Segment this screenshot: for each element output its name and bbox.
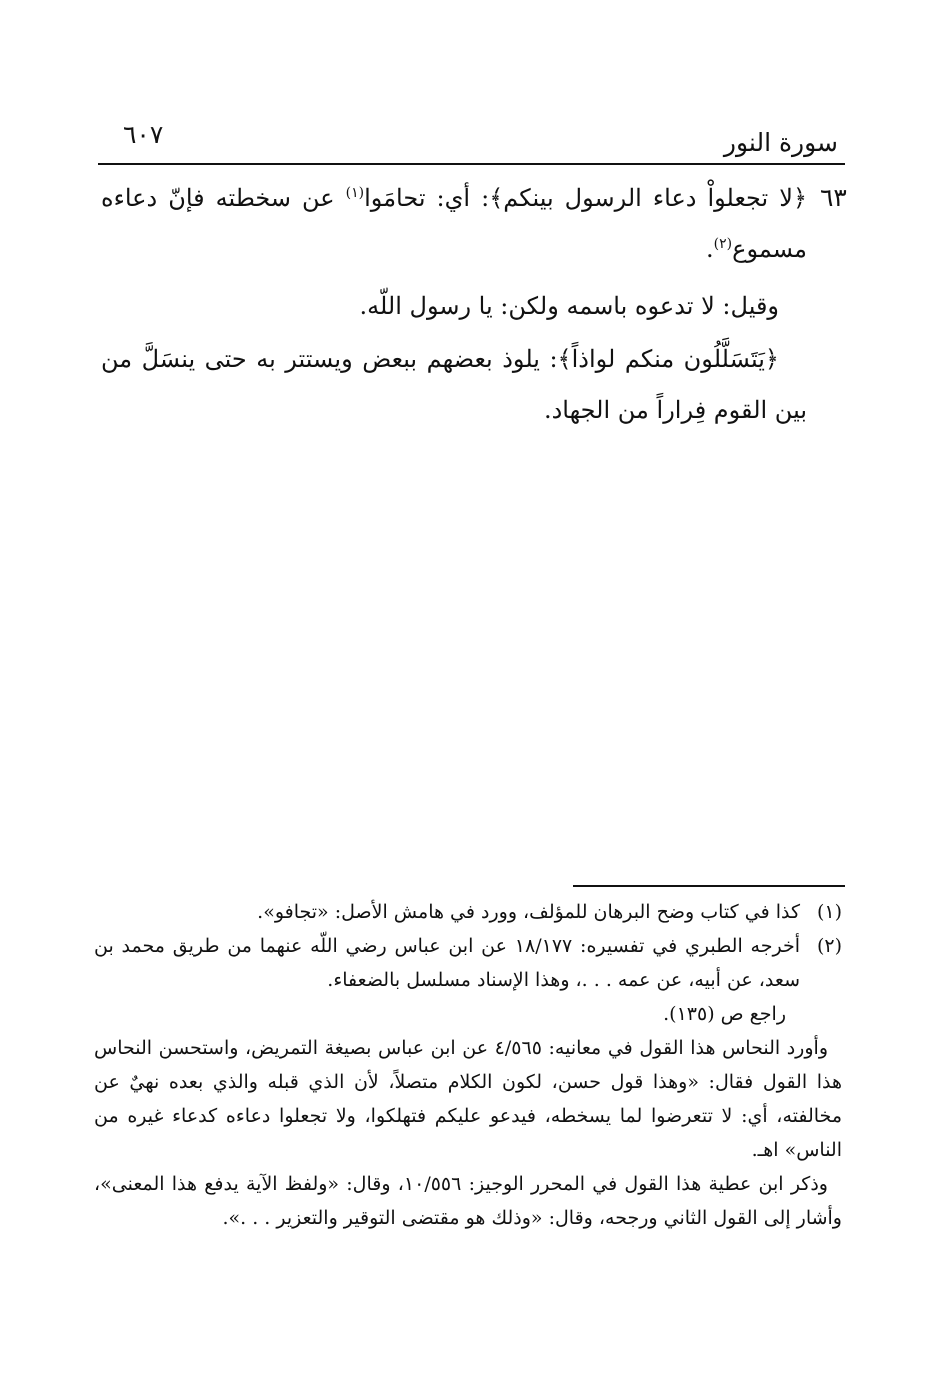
paragraph-1-part2: عن سخطته فإنّ دعاءه مسموع [101,184,807,263]
footnote-ref-2: (٢) [713,236,733,252]
main-text [101,173,807,436]
footnote-2-text: أخرجه الطبري في تفسيره: ١٨/١٧٧ عن ابن عباس رضي اللّه عنهما من طريق محمد بن سعد، عن أبيه، عن عمه . . .، وهذا الإسناد مسلسل بالضعفاء. [94,935,800,991]
surah-title: سورة النور [723,128,838,157]
paragraph-2: وقيل: لا تدعوه باسمه ولكن: يا رسول اللّه. [359,292,779,320]
paragraph-1-end: . [706,235,714,263]
paragraph-1-part1: ﴿لا تجعلواْ دعاء الرسول بينكم﴾: أي: تحامَوا [364,184,808,212]
paragraph-3: ﴿يَتَسَلَّلُون منكم لواذاً﴾: يلوذ بعضهم ببعض ويستتر به حتى ينسَلَّ من بين القوم فِراراً من الجهاد. [101,345,807,424]
header-rule [98,163,845,165]
footnotes [94,895,842,1235]
footnote-rule [573,885,845,887]
footnote-2-mark: (٢) [816,935,842,957]
footnote-ref-1: (١) [345,185,365,201]
page-number: ٦٠٧ [123,120,164,149]
footnote-1 [94,895,842,929]
footnote-2 [94,929,842,1031]
verse-number: ٦٣ [820,183,847,212]
footnote-2-reference: راجع ص (١٣٥). [663,1003,786,1025]
footnote-2-paragraph-2: وأورد النحاس هذا القول في معانيه: ٤/٥٦٥ عن ابن عباس بصيغة التمريض، واستحسن النحاس هذا القول فقال: «وهذا قول حسن، لكون الكلام متصلاً، لأن الذي قبله والذي بعده نهيٌ عن مخالفته، أي: لا تتعرضوا لما يسخطه، فيدعو عليكم فتهلكوا، ولا تجعلوا دعاءه كدعاء غيره من الناس» اهـ. [94,1037,842,1161]
footnote-1-text: كذا في كتاب وضح البرهان للمؤلف، وورد في هامش الأصل: «تجافو». [257,901,800,923]
paragraph-1 [101,173,807,275]
footnote-2-paragraph-3: وذكر ابن عطية هذا القول في المحرر الوجيز: ١٠/٥٥٦، وقال: «ولفظ الآية يدفع هذا المعنى»، وأشار إلى القول الثاني ورجحه، وقال: «وذلك هو مقتضى التوقير والتعزير . . .». [94,1173,842,1229]
footnote-1-mark: (١) [816,901,842,923]
